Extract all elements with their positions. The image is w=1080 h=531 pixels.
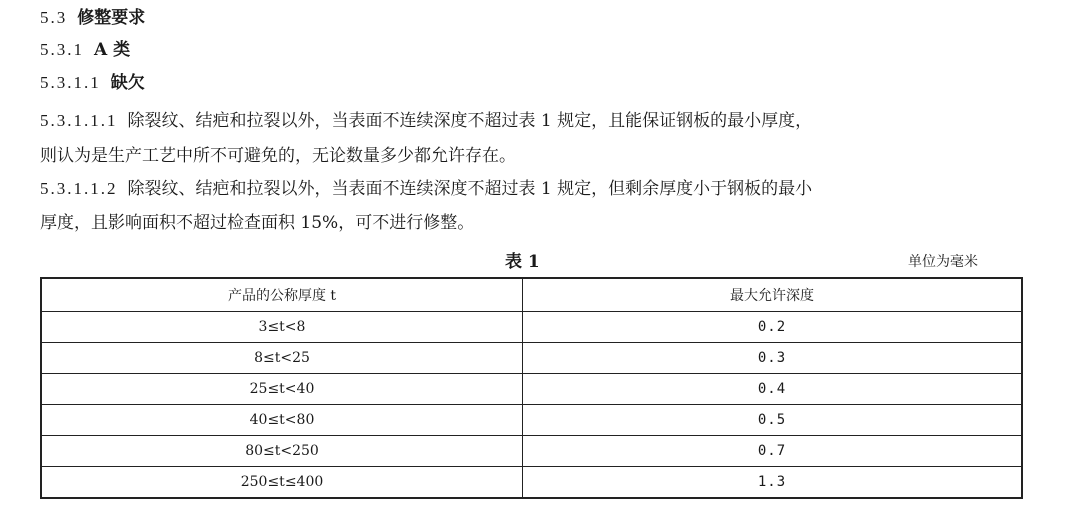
header-max-depth: 最大允许深度	[523, 278, 1023, 312]
max-depth-cell: 1.3	[523, 467, 1023, 499]
table-unit-note: 单位为毫米	[908, 254, 978, 270]
table-row	[41, 343, 1022, 374]
thickness-range-cell: 250≤t≤400	[41, 467, 523, 499]
section-heading-5-3-1-1: 5.3.1.1 缺欠	[40, 73, 145, 93]
max-depth-cell: 0.2	[523, 312, 1023, 343]
thickness-range-cell: 3≤t<8	[41, 312, 523, 343]
table-row	[41, 467, 1022, 499]
thickness-range-cell: 40≤t<80	[41, 405, 523, 436]
table-caption: 表 1	[505, 252, 540, 272]
depth-table	[40, 277, 1023, 499]
paragraph-5-3-1-1-1-line2: 则认为是生产工艺中所不可避免的，无论数量多少都允许存在。	[40, 146, 516, 166]
paragraph-5-3-1-1-2-line1: 5.3.1.1.2 除裂纹、结疤和拉裂以外，当表面不连续深度不超过表 1 规定，但剩余厚度小于钢板的最小	[40, 179, 813, 199]
header-nominal-thickness: 产品的公称厚度 t	[41, 278, 523, 312]
table-row	[41, 436, 1022, 467]
paragraph-5-3-1-1-2-line2: 厚度，且影响面积不超过检查面积 15%，可不进行修整。	[40, 213, 475, 233]
table-row	[41, 374, 1022, 405]
thickness-range-cell: 80≤t<250	[41, 436, 523, 467]
max-depth-cell: 0.3	[523, 343, 1023, 374]
thickness-range-cell: 25≤t<40	[41, 374, 523, 405]
thickness-range-cell: 8≤t<25	[41, 343, 523, 374]
section-heading-5-3: 5.3 修整要求	[40, 8, 146, 28]
max-depth-cell: 0.7	[523, 436, 1023, 467]
section-heading-5-3-1: 5.3.1 A 类	[40, 40, 131, 60]
max-depth-cell: 0.4	[523, 374, 1023, 405]
table-header-row	[41, 278, 1022, 312]
max-depth-cell: 0.5	[523, 405, 1023, 436]
table-row	[41, 312, 1022, 343]
paragraph-5-3-1-1-1-line1: 5.3.1.1.1 除裂纹、结疤和拉裂以外，当表面不连续深度不超过表 1 规定，且能保证钢板的最小厚度，	[40, 111, 813, 131]
table-row	[41, 405, 1022, 436]
